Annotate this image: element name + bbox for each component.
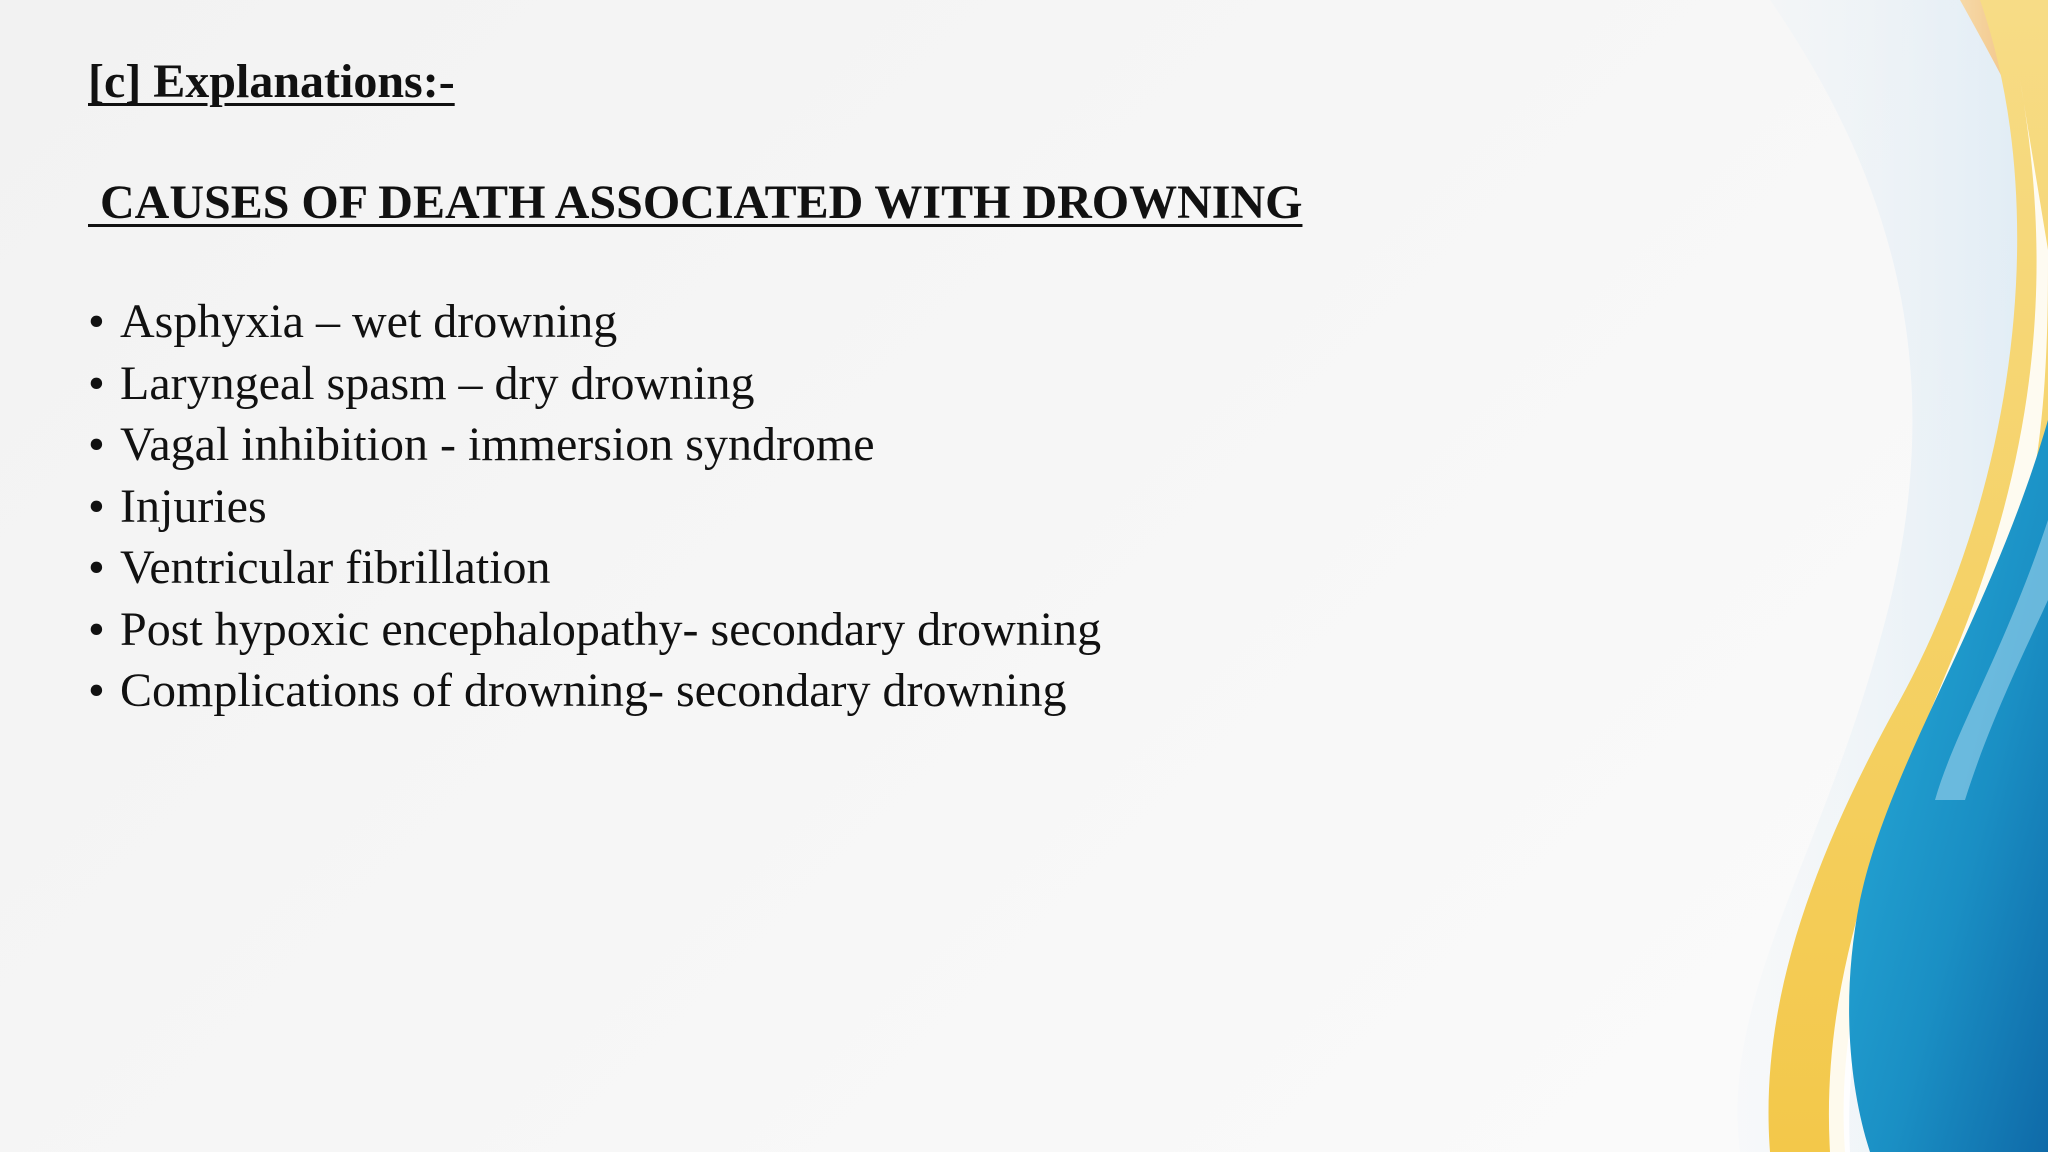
bullet-icon: • xyxy=(88,295,105,348)
bullet-icon: • xyxy=(88,356,105,410)
list-item-text: Asphyxia – wet drowning xyxy=(120,295,618,348)
list-item-text: Post hypoxic encephalopathy- secondary drowning xyxy=(120,602,1102,656)
slide-title: CAUSES OF DEATH ASSOCIATED WITH DROWNING xyxy=(88,176,1303,229)
list-item xyxy=(88,353,1648,415)
list-item xyxy=(88,660,1648,722)
list-item-text: Vagal inhibition - immersion syndrome xyxy=(120,418,875,471)
causes-list xyxy=(88,291,1648,722)
list-item-text: Injuries xyxy=(120,479,267,533)
bullet-icon: • xyxy=(88,479,105,533)
list-item xyxy=(88,599,1648,661)
list-item xyxy=(88,414,1648,476)
bullet-icon: • xyxy=(88,418,105,471)
slide-content xyxy=(88,48,1648,722)
list-item xyxy=(88,476,1648,538)
list-item xyxy=(88,537,1648,599)
section-label: [c] Explanations:- xyxy=(88,55,455,108)
list-item-text: Complications of drowning- secondary drowning xyxy=(120,664,1067,717)
list-item-text: Laryngeal spasm – dry drowning xyxy=(120,356,755,410)
bullet-icon: • xyxy=(88,541,105,594)
bullet-icon: • xyxy=(88,664,105,717)
list-item-text: Ventricular fibrillation xyxy=(120,541,551,594)
bullet-icon: • xyxy=(88,602,105,656)
list-item xyxy=(88,291,1648,353)
